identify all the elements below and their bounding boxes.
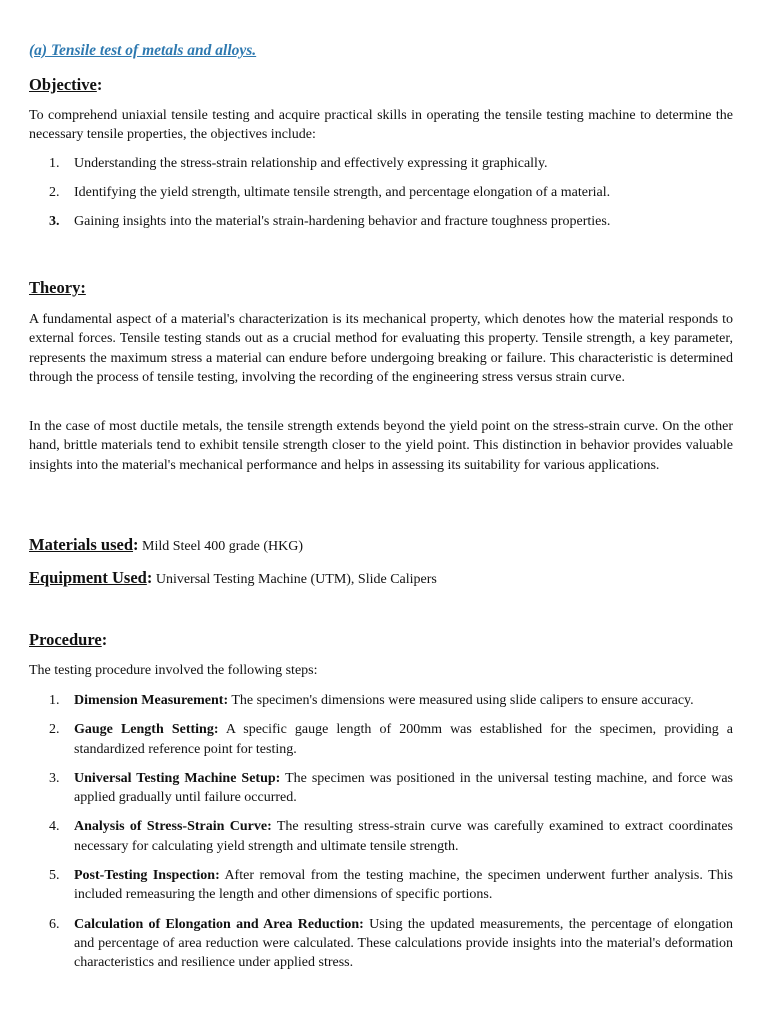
list-item <box>29 183 733 202</box>
list-item-number: 3. <box>49 770 60 786</box>
list-item-bold-label: Dimension Measurement: <box>74 693 229 708</box>
list-item-text: The resulting stress-strain curve was carefully examined to extract coordinates necessary for calculating yield strength and ultimate tensile strength. <box>74 819 733 854</box>
objective-list <box>29 154 733 231</box>
list-item-number: 3. <box>49 213 60 229</box>
list-item <box>29 769 733 808</box>
list-item-number: 1. <box>49 693 60 708</box>
list-item-number: 5. <box>49 868 60 884</box>
list-item <box>29 691 733 710</box>
equipment-label: Equipment Used <box>29 568 147 587</box>
equipment-value: Universal Testing Machine (UTM), Slide Calipers <box>152 572 437 587</box>
list-item-text: After removal from the testing machine, the specimen underwent further analysis. This included remeasuring the length and other dimensions of specific portions. <box>74 868 733 903</box>
theory-heading <box>29 278 86 298</box>
procedure-heading <box>29 630 107 650</box>
list-item <box>29 212 733 231</box>
list-item-number: 1. <box>49 156 60 171</box>
list-item-text: A specific gauge length of 200mm was established for the specimen, providing a standardized reference point for testing. <box>74 722 734 757</box>
list-item-number: 6. <box>49 916 60 932</box>
list-item-number: 2. <box>49 722 60 738</box>
list-item-text: Using the updated measurements, the percentage of elongation and percentage of area reduction were calculated. These calculations provide insights into the material's deformation characteristics and resilience under applied stress. <box>74 916 734 971</box>
list-item-text: The specimen was positioned in the universal testing machine, and force was applied gradually until failure occurred. <box>74 770 733 806</box>
materials-colon: : <box>133 535 139 554</box>
materials-value: Mild Steel 400 grade (HKG) <box>138 539 303 554</box>
theory-heading-text: Theory: <box>29 278 86 297</box>
procedure-list <box>29 691 733 973</box>
list-item <box>29 915 733 973</box>
objective-heading-text: Objective <box>29 75 97 94</box>
theory-paragraph-1: A fundamental aspect of a material's characterization is its mechanical property, which denotes how the material responds to external forces. Tensile testing stands out as a crucial method for evaluating this property. Tensile strength, a key parameter, represents the maximum stress a material can endure before undergoing breaking or failure. This characteristic is determined through the process of tensile testing, involving the recording of the engineering stress versus strain curve. <box>29 312 733 385</box>
equipment-colon: : <box>146 568 153 587</box>
document-title: (a) Tensile test of metals and alloys. <box>29 42 257 59</box>
list-item-number: 4. <box>49 819 60 835</box>
list-item-bold-label: Analysis of Stress-Strain Curve: <box>74 819 272 835</box>
list-item <box>29 720 733 759</box>
list-item-bold-label: Gauge Length Setting: <box>74 722 219 738</box>
list-item-bold-label: Calculation of Elongation and Area Reduction: <box>74 916 364 932</box>
list-item-bold-label: Universal Testing Machine Setup: <box>74 770 281 786</box>
objective-heading-colon: : <box>96 75 103 94</box>
list-item-text: Identifying the yield strength, ultimate tensile strength, and percentage elongation of a material. <box>74 184 611 200</box>
list-item <box>29 154 733 173</box>
objective-heading <box>29 75 102 95</box>
equipment-line <box>29 568 437 588</box>
list-item <box>29 817 733 856</box>
list-item <box>29 866 733 905</box>
materials-line <box>29 535 303 555</box>
materials-label: Materials used <box>29 535 134 554</box>
theory-paragraph-2: In the case of most ductile metals, the tensile strength extends beyond the yield point on the stress-strain curve. On the other hand, brittle materials tend to exhibit tensile strength closer to the yield point. This distinction in behavior provides valuable insights into the material's mechanical performance and helps in assessing its suitability for various applications. <box>29 419 733 473</box>
procedure-heading-colon: : <box>101 630 108 649</box>
procedure-intro: The testing procedure involved the following steps: <box>29 663 318 678</box>
list-item-text: The specimen's dimensions were measured using slide calipers to ensure accuracy. <box>228 693 694 708</box>
list-item-number: 2. <box>49 184 60 200</box>
procedure-heading-text: Procedure <box>29 630 102 649</box>
list-item-text: Gaining insights into the material's strain-hardening behavior and fracture toughness properties. <box>74 213 611 229</box>
objective-intro: To comprehend uniaxial tensile testing and acquire practical skills in operating the tensile testing machine to determine the necessary tensile properties, the objectives include: <box>29 108 733 143</box>
list-item-bold-label: Post-Testing Inspection: <box>74 868 220 884</box>
list-item-text: Understanding the stress-strain relationship and effectively expressing it graphically. <box>74 156 548 171</box>
